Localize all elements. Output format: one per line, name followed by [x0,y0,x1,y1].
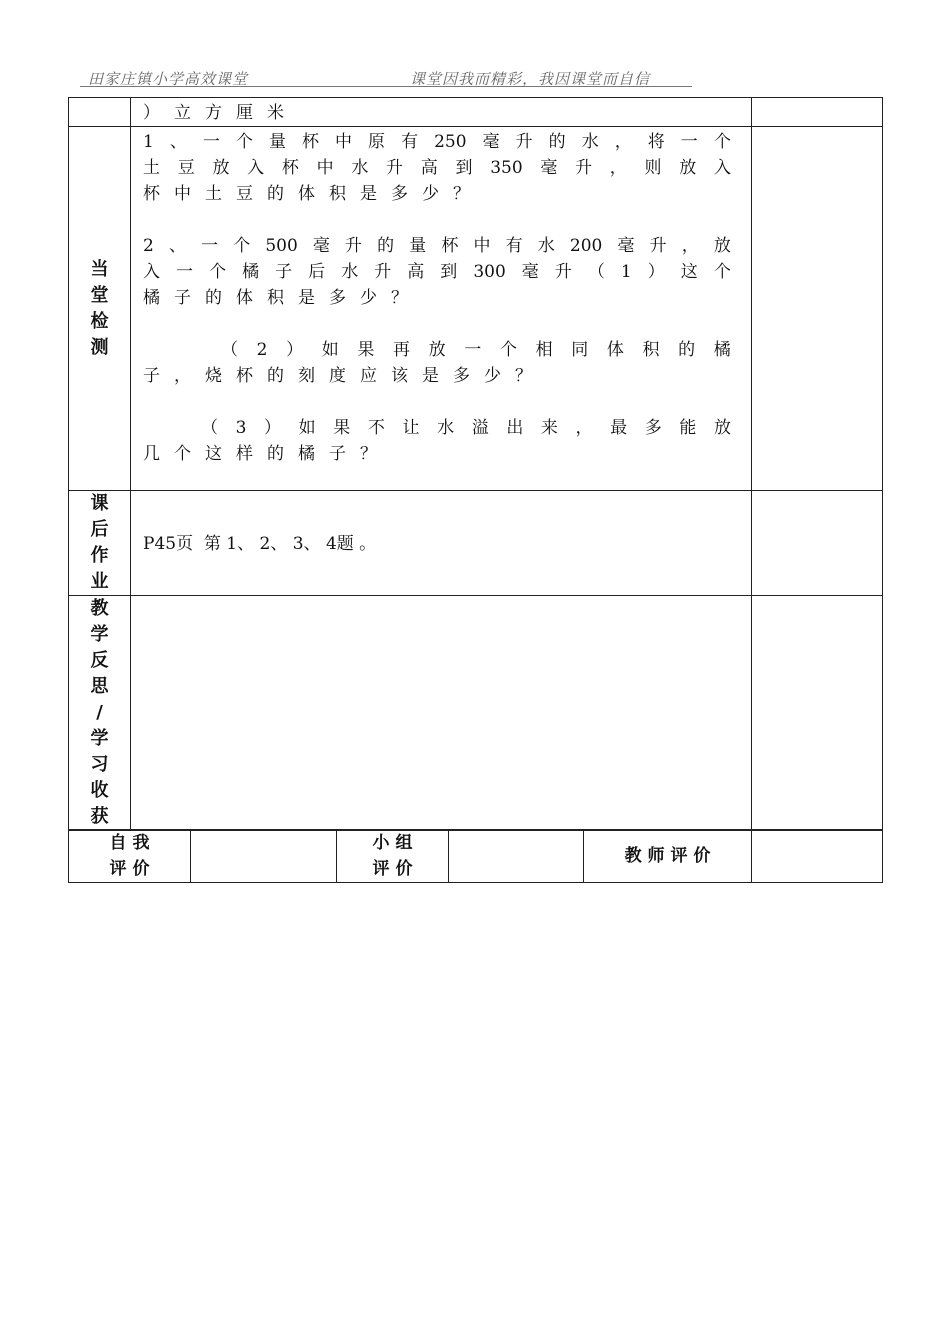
table-row-check [69,127,883,491]
top-text: ） 立 方 厘 米 [143,103,284,123]
q1-line-3: 杯 中 土 豆 的 体 积 是 多 少 ？ [143,184,470,204]
check-side-cell [752,127,883,491]
evaluation-row [69,830,883,883]
worksheet-table [68,97,883,831]
group-evaluation-field[interactable] [449,830,584,883]
check-label: 当 堂 检 测 [69,127,131,491]
q2b-line-2: 子 ， 烧 杯 的 刻 度 应 该 是 多 少 ？ [143,366,532,386]
q1-line-2: 土 豆 放 入 杯 中 水 升 高 到 350 毫 升 ， 则 放 入 [143,158,731,178]
q2c-line-2: 几 个 这 样 的 橘 子 ？ [143,444,377,464]
q2b-line-1: （ 2 ） 如 果 再 放 一 个 相 同 体 积 的 橘 [221,340,731,360]
homework-content: P45页 第 1、 2、 3、 4题 。 [131,491,752,596]
homework-side-cell [752,491,883,596]
q1-line-1: 1 、 一 个 量 杯 中 原 有 250 毫 升 的 水 ， 将 一 个 [143,132,731,152]
table-row-homework [69,491,883,596]
header-school-name: 田家庄镇小学高效课堂 [88,70,249,88]
top-side-cell [752,98,883,127]
top-content-cell [131,98,752,127]
top-label-cell [69,98,131,127]
q2-line-3: 橘 子 的 体 积 是 多 少 ？ [143,288,408,308]
reflection-label: 教 学 反 思 / 学 习 收 获 [69,596,131,831]
reflection-side-cell [752,596,883,831]
self-evaluation-field[interactable] [191,830,337,883]
q2-line-2: 入 一 个 橘 子 后 水 升 高 到 300 毫 升 （ 1 ） 这 个 [143,262,731,282]
q2-line-1: 2 、 一 个 500 毫 升 的 量 杯 中 有 水 200 毫 升 ， 放 [143,236,731,256]
teacher-evaluation-label: 教 师 评 价 [584,830,752,883]
page-header [80,66,692,87]
table-row-reflection [69,596,883,831]
reflection-content[interactable] [131,596,752,831]
group-evaluation-label: 小 组 评 价 [337,830,449,883]
header-motto: 课堂因我而精彩，我因课堂而自信 [410,70,651,88]
q2c-line-1: （ 3 ） 如 果 不 让 水 溢 出 来 ， 最 多 能 放 [201,418,731,438]
table-row-top [69,98,883,127]
self-evaluation-label: 自 我 评 价 [69,830,191,883]
teacher-evaluation-field[interactable] [752,830,883,883]
evaluation-table [68,829,883,883]
check-content [131,127,752,491]
homework-label: 课 后 作 业 [69,491,131,596]
